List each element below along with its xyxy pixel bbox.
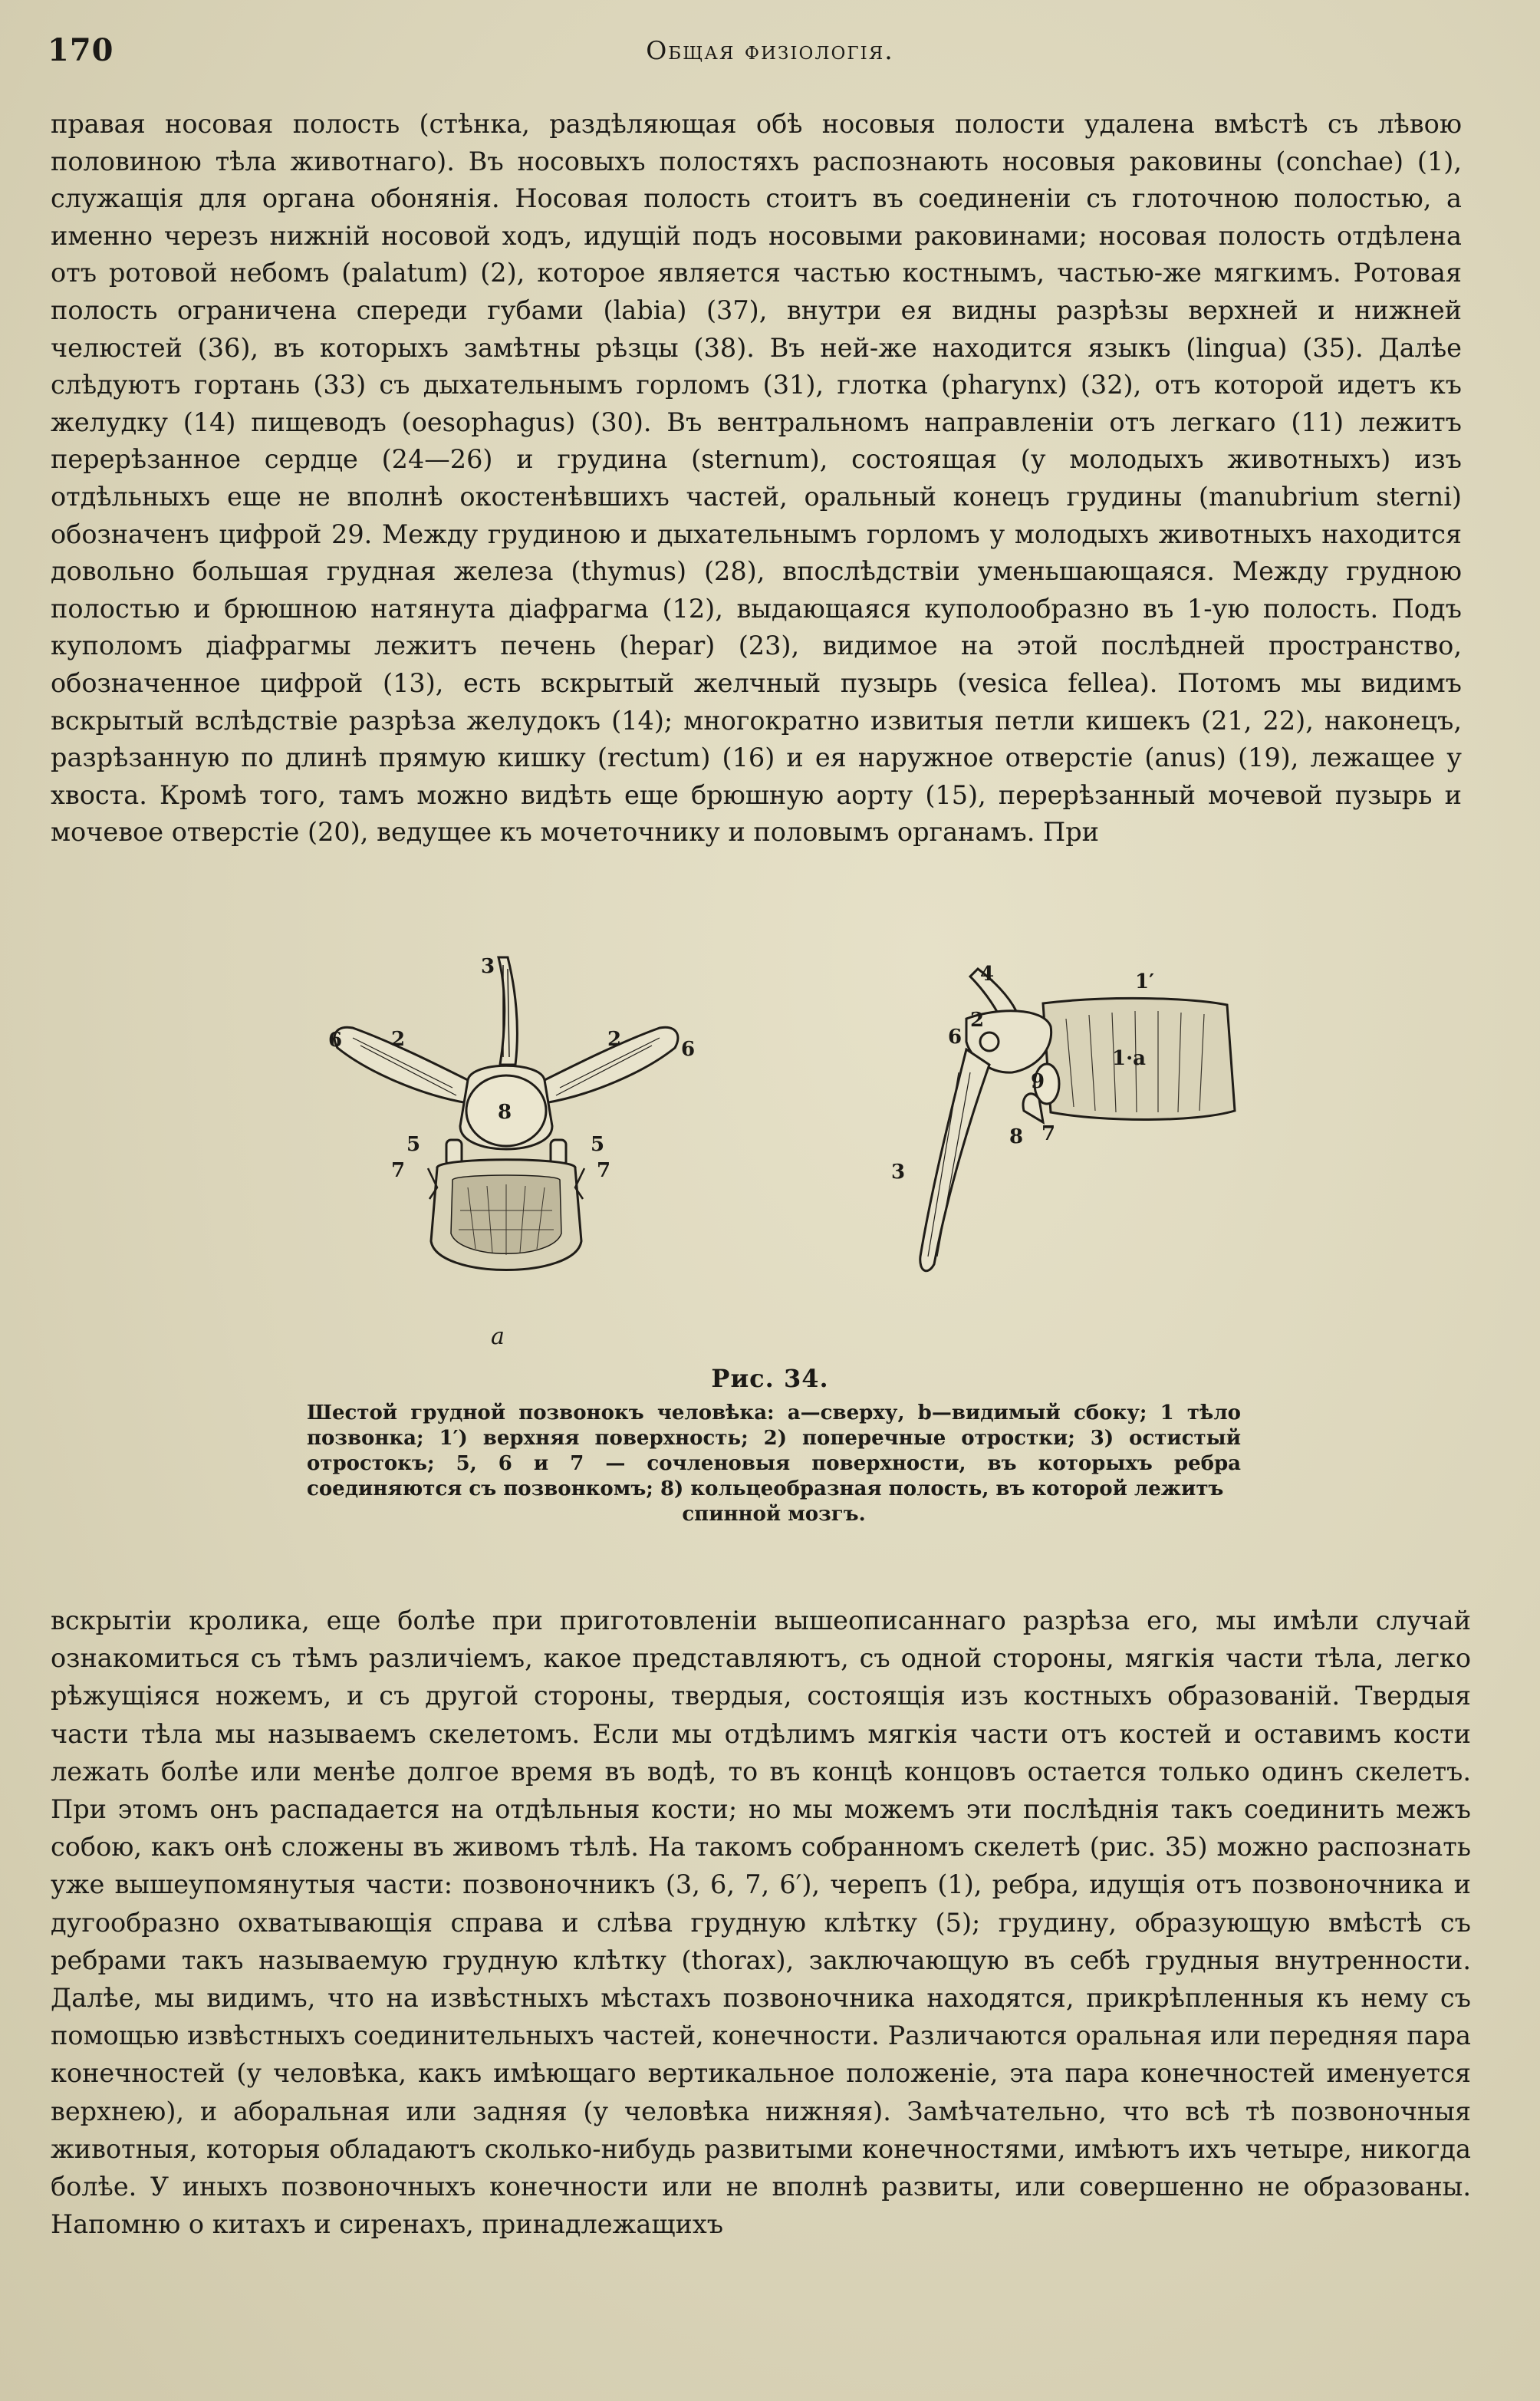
callout-a-2-left: 2 bbox=[391, 1028, 406, 1051]
callout-a-5-left: 5 bbox=[406, 1133, 421, 1156]
figure-caption-last-line: спинной мозгъ. bbox=[682, 1503, 866, 1526]
vertebra-side-view bbox=[920, 969, 1235, 1271]
callout-b-2: 2 bbox=[970, 1009, 985, 1032]
callout-a-8: 8 bbox=[498, 1101, 512, 1124]
running-title: Общая физiологiя. bbox=[646, 35, 894, 65]
callout-a-7-left: 7 bbox=[391, 1159, 406, 1182]
figure-title: Рис. 34. bbox=[711, 1364, 829, 1393]
callout-a-3: 3 bbox=[481, 955, 495, 978]
callout-b-8: 8 bbox=[1009, 1125, 1024, 1148]
callout-b-9: 9 bbox=[1031, 1070, 1045, 1093]
callout-a-6-right: 6 bbox=[681, 1038, 696, 1061]
callout-a-7-right: 7 bbox=[597, 1159, 611, 1182]
body-paragraph-1: правая носовая полость (стѣнка, раздѣляющая обѣ носовыя полости удалена вмѣстѣ съ лѣвою половиною тѣла животнаго). Въ носовыхъ полостяхъ распознають носовыя раковины (conchae) (1), служащiя для органа обонянiя. Носовая полость стоитъ въ соединенiи съ глоточною полостью, а именно черезъ нижнiй носовой ходъ, идущiй подъ носовыми раковинами; носовая полость отдѣлена отъ ротовой небомъ (palatum) (2), которое является частью костнымъ, частью-же мягкимъ. Ротовая полость ограничена спереди губами (labia) (37), внутри ея видны разрѣзы верхней и нижней челюстей (36), въ которыхъ замѣтны рѣзцы (38). Въ ней-же находится языкъ (lingua) (35). Далѣе слѣдуютъ гортань (33) съ дыхательнымъ горломъ (31), глотка (pharynx) (32), отъ которой идетъ къ желудку (14) пищеводъ (oesophagus) (30). Въ вентральномъ направленiи отъ легкаго (11) лежитъ перерѣзанное сердце (24—26) и грудина (sternum), состоящая (у молодыхъ животныхъ) изъ отдѣльныхъ еще не вполнѣ окостенѣвшихъ частей, оральный конецъ грудины (manubrium sterni) обозначенъ цифрой 29. Между грудиною и дыхательнымъ горломъ у молодыхъ животныхъ находится довольно большая грудная железа (thymus) (28), впослѣдствiи уменьшающаяся. Между грудною полостью и брюшною натянута дiафрагма (12), выдающаяся куполообразно въ 1-ую полость. Подъ куполомъ дiафрагмы лежитъ печень (hepar) (23), видимое на этой послѣдней пространство, обозначенное цифрой (13), есть вскрытый желчный пузырь (vesica fellea). Потомъ мы видимъ вскрытый вслѣдствiе разрѣза желудокъ (14); многократно извитыя петли кишекъ (21, 22), наконецъ, разрѣзанную по длинѣ прямую кишку (rectum) (16) и ея наружное отверстiе (anus) (19), лежащее у хвоста. Кромѣ того, тамъ можно видѣть еще брюшную аорту (15), перерѣзанный мочевой пузырь и мочевое отверстiе (20), ведущее къ мочеточнику и половымъ органамъ. При bbox=[51, 109, 1462, 848]
callout-b-1a: 1·a bbox=[1112, 1047, 1146, 1070]
callout-a-6-left: 6 bbox=[328, 1029, 343, 1052]
callout-a-5-right: 5 bbox=[591, 1133, 605, 1156]
figure-part-label-a: a bbox=[491, 1323, 505, 1350]
body-paragraph-2: вскрытiи кролика, еще болѣе при приготовленiи вышеописаннаго разрѣза его, мы имѣли случай ознакомиться съ тѣмъ различiемъ, какое представляютъ, съ одной стороны, мягкiя части тѣла, легко рѣжущiяся ножемъ, и съ другой стороны, твердыя, состоящiя изъ костныхъ образованiй. Твердыя части тѣла мы называемъ скелетомъ. Если мы отдѣлимъ мягкiя части отъ костей и оставимъ кости лежать болѣе или менѣе долгое время въ водѣ, то въ концѣ концовъ остается только одинъ скелетъ. При этомъ онъ распадается на отдѣльныя кости; но мы можемъ эти послѣднiя такъ соединить межъ собою, какъ онѣ сложены въ живомъ тѣлѣ. На такомъ собранномъ скелетѣ (рис. 35) можно распознать уже вышеупомянутыя части: позвоночникъ (3, 6, 7, 6′), черепъ (1), ребра, идущiя отъ позвоночника и дугообразно охватывающiя справа и слѣва грудную клѣтку (5); грудину, образующую вмѣстѣ съ ребрами такъ называемую грудную клѣтку (thorax), заключающую въ себѣ грудныя внутренности. Далѣе, мы видимъ, что на извѣстныхъ мѣстахъ позвоночника находятся, прикрѣпленныя къ нему съ помощью извѣстныхъ соединительныхъ частей, конечности. Различаются оральная или передняя пара конечностей (у человѣка, какъ имѣющаго вертикальное положенiе, эта пара конечностей именуется верхнею), и аборальная или задняя (у человѣка нижняя). Замѣчательно, что всѣ тѣ позвоночныя животныя, которыя обладаютъ сколько-нибудь развитыми конечностями, имѣютъ ихъ четыре, никогда болѣе. У иныхъ позвоночныхъ конечности или не вполнѣ развиты, или совершенно не образованы. Напомню о китахъ и сиренахъ, принадлежащихъ bbox=[51, 1606, 1471, 2240]
figure-caption-text: Шестой грудной позвонокъ человѣка: a—сверху, b—видимый сбоку; 1 тѣло позвонка; 1′) верхняя поверхность; 2) поперечные отростки; 3) остистый отростокъ; 5, 6 и 7 — сочленовыя поверхности, въ которыхъ ребра соединяются съ позвонкомъ; 8) кольцеобразная полость, въ которой лежитъ bbox=[307, 1401, 1241, 1500]
callout-a-2-right: 2 bbox=[607, 1028, 622, 1051]
callout-b-3: 3 bbox=[891, 1161, 906, 1184]
figure-caption bbox=[307, 1401, 1241, 1527]
callout-b-6: 6 bbox=[948, 1026, 962, 1049]
figure-vertebra-illustration bbox=[276, 934, 1311, 1333]
callout-b-1prime: 1′ bbox=[1135, 970, 1154, 993]
callout-b-7: 7 bbox=[1041, 1122, 1056, 1145]
page-header bbox=[48, 32, 1492, 78]
page-number: 170 bbox=[48, 32, 114, 68]
callout-b-4: 4 bbox=[980, 963, 995, 986]
